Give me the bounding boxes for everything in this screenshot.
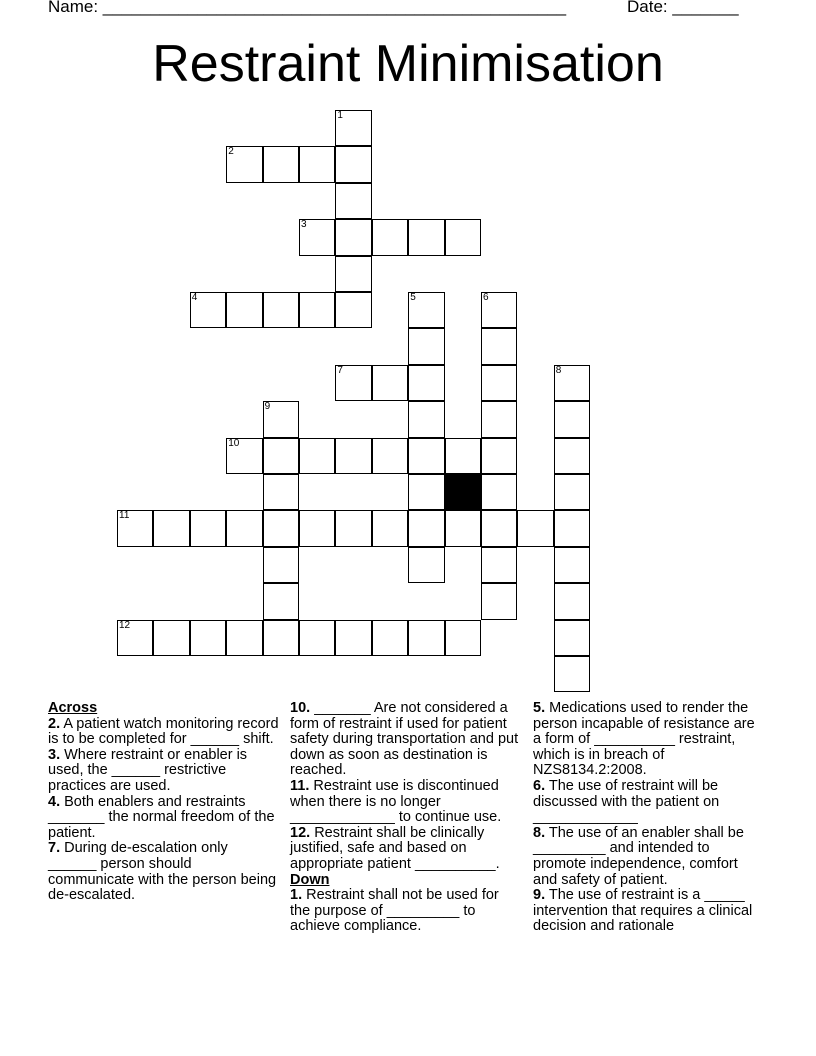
clue-number-label: 8 [555, 364, 562, 376]
crossword-cell[interactable] [226, 146, 262, 182]
crossword-cell[interactable] [153, 620, 189, 656]
crossword-cell[interactable] [445, 219, 481, 255]
clue-number-label: 11 [119, 510, 130, 522]
crossword-cell[interactable] [263, 401, 299, 437]
crossword-cell[interactable] [117, 620, 153, 656]
clue-number-label: 2 [228, 146, 234, 158]
crossword-cell[interactable] [481, 583, 517, 619]
down-clue-9 [533, 888, 765, 935]
crossword-cell[interactable] [408, 510, 444, 546]
crossword-cell[interactable] [226, 438, 262, 474]
across-clue-7 [48, 841, 280, 903]
crossword-block [445, 474, 481, 510]
clue-column-1 [48, 701, 280, 904]
clue-number: 1. [290, 887, 303, 904]
crossword-cell[interactable] [335, 219, 371, 255]
crossword-cell[interactable] [299, 510, 335, 546]
crossword-cell[interactable] [408, 219, 444, 255]
down-clue-6 [533, 779, 765, 826]
crossword-cell[interactable] [190, 510, 226, 546]
crossword-cell[interactable] [263, 438, 299, 474]
crossword-cell[interactable] [408, 547, 444, 583]
clue-number-label: 4 [191, 292, 198, 303]
across-clue-11 [290, 779, 522, 826]
crossword-cell[interactable] [554, 656, 590, 692]
crossword-cell[interactable] [335, 510, 371, 546]
clue-number-label: 9 [264, 401, 271, 413]
clue-number: 2. [48, 715, 61, 732]
clue-number: 6. [533, 777, 546, 794]
clue-text: _______ Are not considered a form of restraint if used for patient safety during transportation and put down as soon as destination is reached. [290, 700, 519, 779]
crossword-cell[interactable] [335, 256, 371, 292]
crossword-cell[interactable] [481, 474, 517, 510]
crossword-cell[interactable] [372, 365, 408, 401]
crossword-cell[interactable] [263, 474, 299, 510]
crossword-cell[interactable] [299, 219, 335, 255]
crossword-cell[interactable] [408, 620, 444, 656]
clue-number-label: 5 [410, 292, 416, 303]
crossword-cell[interactable] [481, 510, 517, 546]
crossword-cell[interactable] [408, 438, 444, 474]
crossword-cell[interactable] [190, 620, 226, 656]
crossword-cell[interactable] [190, 292, 226, 328]
across-clue-4 [48, 795, 280, 842]
crossword-cell[interactable] [263, 146, 299, 182]
crossword-cell[interactable] [335, 183, 371, 219]
crossword-cell[interactable] [263, 547, 299, 583]
clue-number: 7. [48, 840, 61, 857]
clue-text: The use of an enabler shall be _________ and intended to promote independence, comfort and safety of patient. [533, 824, 744, 888]
crossword-cell[interactable] [445, 510, 481, 546]
down-clue-5 [533, 701, 765, 779]
clue-number: 10. [290, 700, 311, 716]
crossword-cell[interactable] [335, 292, 371, 328]
crossword-cell[interactable] [408, 474, 444, 510]
crossword-cell[interactable] [335, 110, 371, 146]
crossword-cell[interactable] [226, 620, 262, 656]
clue-number: 9. [533, 887, 546, 904]
crossword-cell[interactable] [554, 365, 590, 401]
clue-number-label: 6 [483, 292, 489, 303]
crossword-cell[interactable] [554, 401, 590, 437]
crossword-cell[interactable] [299, 438, 335, 474]
clue-text: Both enablers and restraints _______ the normal freedom of the patient. [48, 793, 275, 841]
crossword-cell[interactable] [299, 146, 335, 182]
across-clue-3 [48, 748, 280, 795]
down-clue-8 [533, 826, 765, 888]
crossword-cell[interactable] [372, 438, 408, 474]
crossword-cell[interactable] [408, 328, 444, 364]
crossword-cell[interactable] [481, 547, 517, 583]
crossword-cell[interactable] [299, 620, 335, 656]
crossword-cell[interactable] [554, 474, 590, 510]
crossword-cell[interactable] [153, 510, 189, 546]
crossword-cell[interactable] [481, 328, 517, 364]
crossword-cell[interactable] [481, 438, 517, 474]
clue-number-label: 1 [337, 110, 343, 121]
crossword-cell[interactable] [481, 365, 517, 401]
crossword-cell[interactable] [554, 547, 590, 583]
crossword-cell[interactable] [481, 401, 517, 437]
crossword-cell[interactable] [481, 292, 517, 328]
crossword-cell[interactable] [408, 292, 444, 328]
date-field[interactable]: Date: _______ [627, 0, 739, 16]
across-heading: Across [48, 700, 98, 716]
down-clue-1 [290, 888, 522, 935]
clue-text: The use of restraint is a _____ intervention that requires a clinical decision and rationale [533, 887, 753, 935]
clue-text: Medications used to render the person incapable of resistance are a form of __________ restraint, which is in breach of NZS8134.2:2008. [533, 700, 755, 779]
clue-text: A patient watch monitoring record is to be completed for ______ shift. [48, 715, 279, 748]
clue-column-3 [533, 701, 765, 935]
crossword-cell[interactable] [263, 583, 299, 619]
crossword-cell[interactable] [408, 365, 444, 401]
clue-number: 12. [290, 824, 311, 841]
crossword-cell[interactable] [372, 219, 408, 255]
crossword-cell[interactable] [335, 365, 371, 401]
across-clue-12 [290, 826, 522, 873]
clue-column-2 [290, 701, 522, 935]
crossword-cell[interactable] [263, 292, 299, 328]
crossword-cell[interactable] [263, 510, 299, 546]
down-heading: Down [290, 871, 330, 888]
crossword-cell[interactable] [335, 146, 371, 182]
clue-number: 4. [48, 793, 61, 810]
clue-number-label: 12 [119, 619, 131, 631]
clue-number: 11. [290, 777, 310, 794]
clue-number-label: 7 [337, 364, 343, 376]
clue-text: The use of restraint will be discussed with the patient on _____________ [533, 777, 720, 826]
clue-number: 5. [533, 700, 546, 716]
crossword-cell[interactable] [117, 510, 153, 546]
crossword-cell[interactable] [554, 583, 590, 619]
crossword-cell[interactable] [299, 292, 335, 328]
crossword-cell[interactable] [263, 620, 299, 656]
crossword-cell[interactable] [408, 401, 444, 437]
crossword-cell[interactable] [554, 510, 590, 546]
clue-text: Where restraint or enabler is used, the ______ restrictive practices are used. [48, 746, 248, 794]
clue-text: Restraint shall be clinically justified, safe and based on appropriate patient __________. [290, 824, 500, 872]
crossword-cell[interactable] [226, 510, 262, 546]
crossword-cell[interactable] [554, 620, 590, 656]
crossword-cell[interactable] [372, 620, 408, 656]
crossword-cell[interactable] [335, 620, 371, 656]
page-title: Restraint Minimisation [152, 35, 664, 93]
clue-text: During de-escalation only ______ person should communicate with the person being de-escalated. [48, 840, 277, 904]
crossword-cell[interactable] [445, 438, 481, 474]
crossword-cell[interactable] [445, 620, 481, 656]
crossword-cell[interactable] [226, 292, 262, 328]
clue-number: 8. [533, 824, 546, 841]
across-clue-2 [48, 717, 280, 748]
clue-text: Restraint use is discontinued when there is no longer _____________ to continue use. [290, 777, 502, 826]
crossword-cell[interactable] [372, 510, 408, 546]
across-clue-10 [290, 701, 522, 779]
clue-number-label: 3 [301, 219, 307, 231]
crossword-cell[interactable] [335, 438, 371, 474]
clue-number: 3. [48, 746, 61, 763]
name-field[interactable]: Name: _________________________________________________ [48, 0, 567, 16]
crossword-cell[interactable] [554, 438, 590, 474]
crossword-cell[interactable] [517, 510, 553, 546]
clue-number-label: 10 [228, 437, 240, 449]
clue-text: Restraint shall not be used for the purpose of _________ to achieve compliance. [290, 887, 499, 935]
